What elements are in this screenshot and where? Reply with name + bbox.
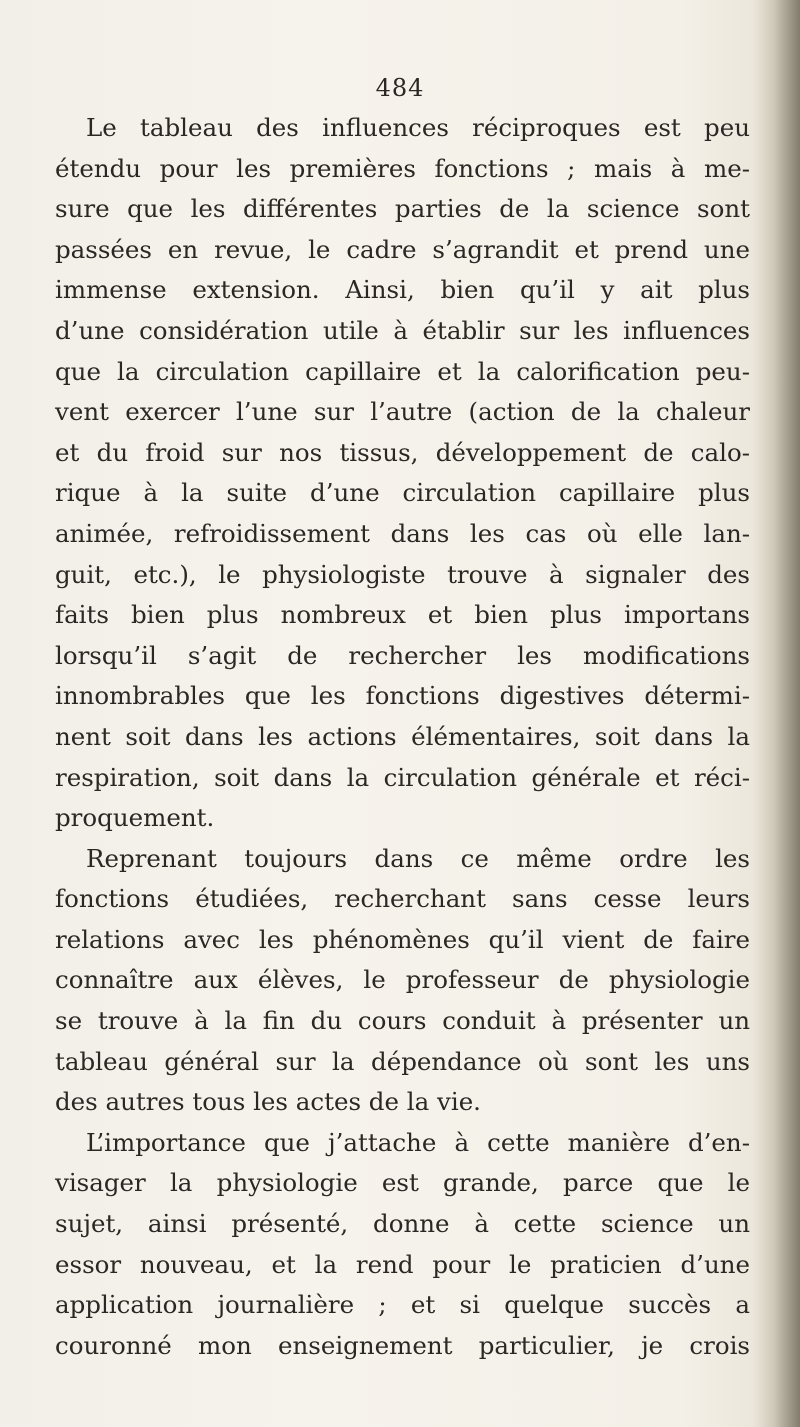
- text-line: application journalière ; et si quelque succès a: [55, 1290, 750, 1320]
- text-line: L’importance que j’attache à cette manière d’en-: [86, 1127, 750, 1157]
- text-line: sure que les différentes parties de la science sont: [55, 194, 750, 224]
- text-line: animée, refroidissement dans les cas où elle lan-: [55, 518, 750, 548]
- text-line: Le tableau des influences réciproques est peu: [86, 113, 750, 142]
- text-line: vent exercer l’une sur l’autre (action de la chaleur: [55, 397, 750, 427]
- text-line: rique à la suite d’une circulation capillaire plus: [55, 478, 750, 508]
- page-number: 484: [375, 74, 425, 102]
- text-line: faits bien plus nombreux et bien plus importans: [55, 600, 750, 630]
- text-line: des autres tous les actes de la vie.: [55, 1087, 481, 1117]
- text-line: respiration, soit dans la circulation générale et réci-: [55, 762, 750, 792]
- text-line: passées en revue, le cadre s’agrandit et prend une: [55, 234, 750, 264]
- text-line: innombrables que les fonctions digestives détermi-: [55, 681, 750, 711]
- text-line: lorsqu’il s’agit de rechercher les modifications: [55, 640, 750, 670]
- text-line: visager la physiologie est grande, parce que le: [55, 1168, 750, 1198]
- text-line: nent soit dans les actions élémentaires, soit dans la: [55, 721, 750, 751]
- text-line: fonctions étudiées, recherchant sans cesse leurs: [55, 884, 750, 914]
- text-line: Reprenant toujours dans ce même ordre les: [86, 843, 750, 873]
- text-line: se trouve à la fin du cours conduit à présenter un: [55, 1006, 750, 1036]
- text-line: d’une considération utile à établir sur les influences: [55, 315, 750, 345]
- text-line: proquement.: [55, 803, 215, 833]
- text-line: que la circulation capillaire et la calorification peu-: [55, 356, 750, 386]
- text-line: étendu pour les premières fonctions ; mais à me-: [55, 153, 750, 183]
- text-line: tableau général sur la dépendance où sont les uns: [55, 1046, 750, 1076]
- text-line: essor nouveau, et la rend pour le praticien d’une: [55, 1249, 750, 1279]
- body-text: [55, 108, 750, 1366]
- text-line: connaître aux élèves, le professeur de physiologie: [55, 965, 750, 995]
- text-line: et du froid sur nos tissus, développement de calo-: [55, 437, 750, 467]
- text-line: couronné mon enseignement particulier, je crois: [55, 1330, 750, 1360]
- text-line: relations avec les phénomènes qu’il vient de faire: [55, 924, 750, 954]
- text-line: guit, etc.), le physiologiste trouve à signaler des: [55, 559, 750, 589]
- page-edge-shadow: [752, 0, 800, 1427]
- text-line: sujet, ainsi présenté, donne à cette science un: [55, 1209, 750, 1239]
- text-line: immense extension. Ainsi, bien qu’il y ait plus: [55, 275, 750, 305]
